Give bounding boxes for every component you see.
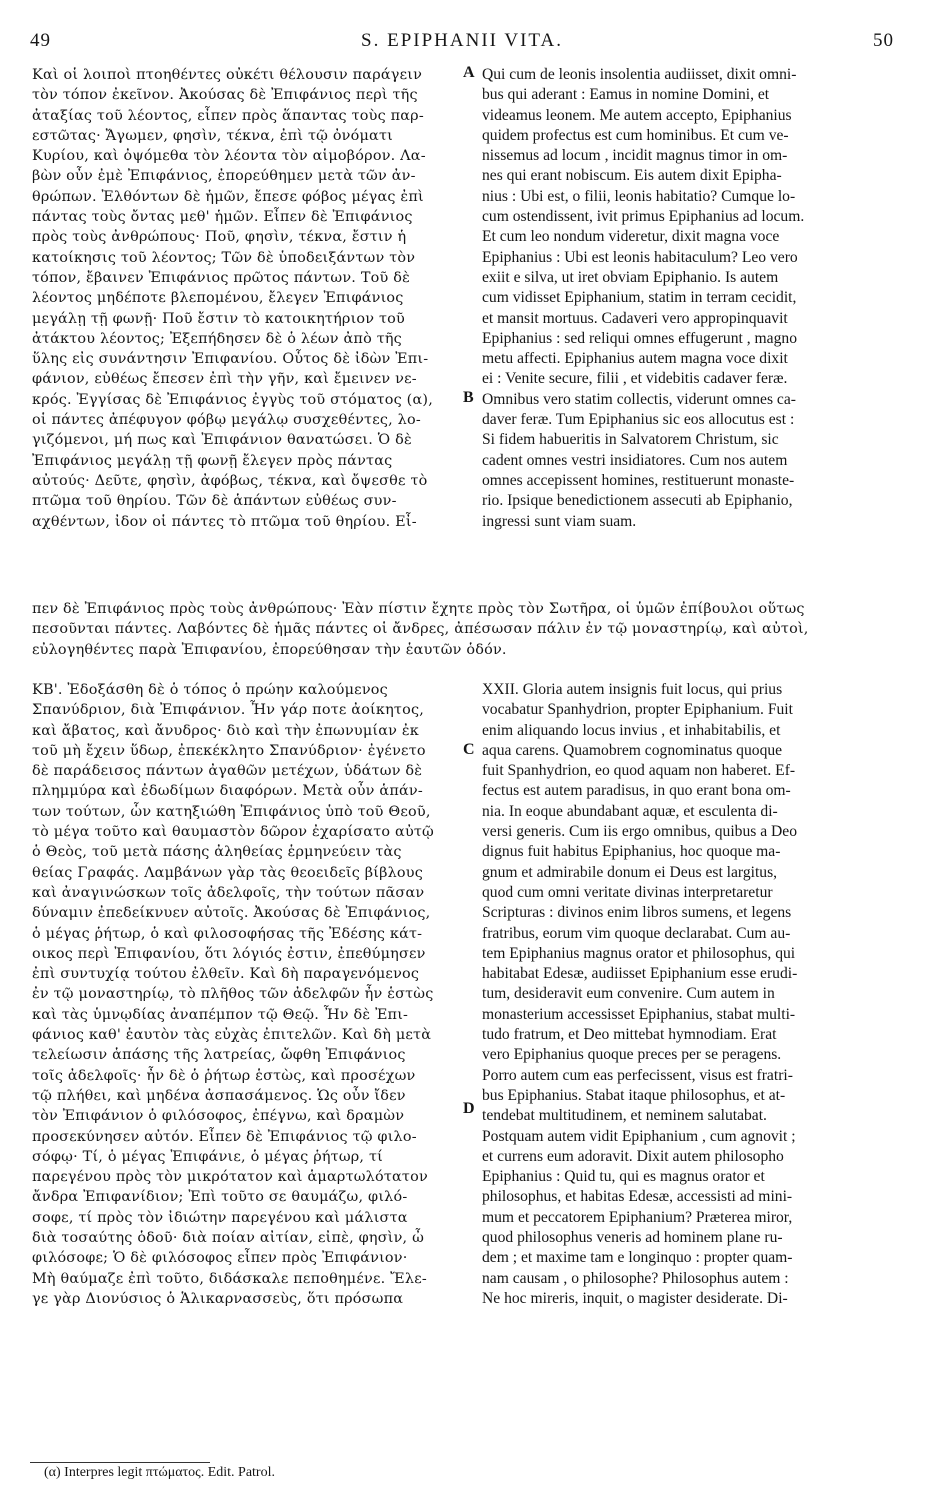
latin-text-line: et currens eum adoravit. Dixit autem philosopho bbox=[482, 1147, 784, 1165]
latin-text-line: Epiphanius : sed reliqui omnes effugerunt , magno bbox=[482, 329, 797, 347]
latin-text-line: omnes accepissent homines, restituerunt monaste- bbox=[482, 471, 795, 489]
latin-text-line: rio. Ipsique benedictionem assecuti ab Epiphanio, bbox=[482, 492, 793, 510]
greek-text-line: οἱ πάντες ἀπέφυγον φόβῳ μεγάλῳ συσχεθέντες, λο- bbox=[32, 412, 421, 429]
greek-text-line: πάντας τοὺς ὄντας μεθ' ἡμῶν. Εἶπεν δὲ Ἐπιφάνιος bbox=[32, 209, 413, 226]
latin-text-line: fuit Spanhydrion, eo quod aquam non haberet. Ef- bbox=[482, 762, 796, 780]
greek-text-line: πεν δὲ Ἐπιφάνιος πρὸς τοὺς ἀνθρώπους· Ἐὰν πίστιν ἔχητε πρὸς τὸν Σωτῆρα, οἱ ὑμῶν ἐπίβουλοι οὕτως bbox=[32, 601, 805, 617]
greek-text-line: κατοίκησις τοῦ λέοντος; Τῶν δὲ ὑποδειξάντων τὸν bbox=[32, 249, 416, 266]
page-number-right: 50 bbox=[873, 30, 894, 51]
latin-text-line: nissemus ad locum , incidit magnus timor in om- bbox=[482, 147, 788, 165]
greek-text-line: τοῖς ἀδελφοῖς· ἦν δὲ ὁ ῥήτωρ ἑστὼς, καὶ προσέχων bbox=[32, 1067, 416, 1084]
page-number-left: 49 bbox=[30, 30, 51, 51]
greek-text-line: καὶ ἄβατος, καὶ ἄνυδρος· διὸ καὶ τὴν ἐπωνυμίαν ἐκ bbox=[32, 722, 419, 739]
latin-text-line: enim aliquando locus invius , et inhabitabilis, et bbox=[482, 721, 781, 739]
greek-text-line: δὲ παράδεισος πάντων ἀγαθῶν μετέχων, ὑδάτων δὲ bbox=[32, 763, 423, 780]
greek-text-line: φιλόσοφε; Ὁ δὲ φιλόσοφος εἶπεν πρὸς Ἐπιφάνιον· bbox=[32, 1250, 408, 1267]
latin-text-line: cum vidisset Epiphanium, statim in terram cecidit, bbox=[482, 289, 797, 307]
greek-text-line: ὕλης εἰς συνάντησιν Ἐπιφανίου. Οὗτος δὲ ἰδὼν Ἐπι- bbox=[32, 351, 429, 368]
latin-text-line: dem ; et maxime tam e longinquo : propter quam- bbox=[482, 1249, 793, 1267]
greek-text-line: σοφε, τί πρὸς τὸν ἰδιώτην παρεγένου καὶ μάλιστα bbox=[32, 1209, 408, 1226]
greek-text-line: καὶ τὰς ὑμνῳδίας ἀναπέμπον τῷ Θεῷ. Ἦν δὲ Ἐπι- bbox=[32, 1006, 409, 1023]
latin-text-line: vero Epiphanius quoque preces per se peragens. bbox=[482, 1046, 782, 1064]
latin-text-line: Si fidem habueritis in Salvatorem Christum, sic bbox=[482, 431, 779, 449]
greek-text-line: ἄνδρα Ἐπιφανίδιον; Ἐπὶ τοῦτο σε θαυμάζω, φιλό- bbox=[32, 1189, 408, 1206]
latin-text-line: quod philosophus veneris ad hominem plane ru- bbox=[482, 1229, 783, 1247]
greek-text-line: πτῶμα τοῦ θηρίου. Τῶν δὲ ἁπάντων εὐθέως συν- bbox=[32, 493, 397, 510]
latin-text-line: Ne hoc mireris, inquit, o magister desiderate. Di- bbox=[482, 1289, 788, 1307]
latin-text-line: exiit e silva, ut iret obviam Epiphanio. Is autem bbox=[482, 268, 779, 286]
greek-text-line: Ἐπιφάνιος μεγάλῃ τῇ φωνῇ ἔλεγεν πρὸς πάντας bbox=[32, 452, 393, 469]
greek-text-line: γε γὰρ Διονύσιος ὁ Ἁλικαρνασσεὺς, ὅτι πρόσωπα bbox=[32, 1290, 404, 1307]
greek-text-line: σόφῳ· Τί, ὁ μέγας Ἐπιφάνιε, ὁ μέγας ῥήτωρ, τί bbox=[32, 1148, 383, 1165]
greek-text-line: πλημμύρα καὶ ἐδωδίμων διαφόρων. Μετὰ οὖν ἁπάν- bbox=[32, 783, 423, 800]
greek-text-line: βὼν οὖν ἐμὲ Ἐπιφάνιος, ἐπορεύθημεν μετὰ τῶν ἀν- bbox=[32, 168, 416, 185]
greek-full-width-lines bbox=[32, 599, 898, 660]
latin-column-bottom bbox=[482, 680, 896, 1309]
greek-text-line: αὐτούς· Δεῦτε, φησὶν, ἀφόβως, τέκνα, καὶ ὄψεσθε τὸ bbox=[32, 472, 428, 489]
latin-text-line: daver feræ. Tum Epiphanius sic eos allocutus est : bbox=[482, 411, 795, 429]
latin-text-line: versi generis. Cum iis ergo omnibus, quibus a Deo bbox=[482, 823, 798, 841]
latin-text-line: nam causam , o philosophe? Philosophus autem : bbox=[482, 1269, 789, 1287]
greek-text-line: τὸ μέγα τοῦτο καὶ θαυμαστὸν δῶρον ἐχαρίσατο αὐτῷ bbox=[32, 824, 434, 841]
latin-text-line: mum et peccatorem Epiphanium? Præterea miror, bbox=[482, 1208, 793, 1226]
greek-text-line: θείας Γραφάς. Λαμβάνων γὰρ τὰς θεοειδεῖς βίβλους bbox=[32, 864, 424, 881]
greek-text-line: θρώπων. Ἐλθόντων δὲ ἡμῶν, ἔπεσε φόβος μέγας ἐπὶ bbox=[32, 188, 424, 205]
greek-text-line: ἐν τῷ μοναστηρίῳ, τὸ πλῆθος τῶν ἀδελφῶν ἦν ἑστὼς bbox=[32, 986, 434, 1003]
latin-text-line: nes qui erant nobiscum. Eis autem dixit Epipha- bbox=[482, 167, 782, 185]
greek-text-line: μεγάλῃ τῇ φωνῇ· Ποῦ ἔστιν τὸ κατοικητήριον τοῦ bbox=[32, 310, 405, 327]
latin-text-line: habitabat Edesæ, audiisset Epiphanium esse erudi- bbox=[482, 965, 798, 983]
margin-letter-a: A bbox=[463, 64, 475, 81]
greek-text-line: τὸν τόπον ἐκεῖνον. Ἀκούσας δὲ Ἐπιφάνιος περὶ τῆς bbox=[32, 87, 418, 104]
latin-column-top bbox=[482, 65, 896, 532]
greek-text-line: τὸν Ἐπιφάνιον ὁ φιλόσοφος, ἐπέγνω, καὶ δραμὼν bbox=[32, 1108, 405, 1125]
latin-text-line: nia. In eoque abundabant aquæ, et esculenta di- bbox=[482, 802, 778, 820]
latin-text-line: bus Epiphanius. Stabat itaque philosophus, et at- bbox=[482, 1086, 786, 1104]
greek-text-line: φάνιον, εὐθέως ἔπεσεν ἐπὶ τὴν γῆν, καὶ ἔμεινεν νε- bbox=[32, 371, 417, 388]
latin-text-line: fratribus, eorum vim quoque declarabat. Cum au- bbox=[482, 924, 791, 942]
latin-text-line: ei : Venite secure, filii , et videbitis cadaver feræ. bbox=[482, 370, 788, 388]
latin-text-line: Scripturas : divinos enim libros sumens, et legens bbox=[482, 904, 792, 922]
greek-text-line: τοῦ μὴ ἔχειν ὕδωρ, ἐπεκέκλητο Σπανύδριον· ἐγένετο bbox=[32, 742, 426, 759]
running-header bbox=[30, 30, 894, 56]
margin-letter-b: B bbox=[463, 389, 474, 406]
footnote-rule bbox=[30, 1462, 210, 1463]
greek-text-line: τῷ πλήθει, καὶ μηδένα ἀσπασάμενος. Ὡς οὖν ἴδεν bbox=[32, 1087, 406, 1104]
latin-text-line: quidem profectus est cum hominibus. Et cum ve- bbox=[482, 126, 789, 144]
greek-text-line: αχθέντων, ἰδον οἱ πάντες τὸ πτῶμα τοῦ θηρίου. Εἶ- bbox=[32, 513, 417, 530]
latin-text-line: tum, desideravit eum convenire. Cum autem in bbox=[482, 985, 775, 1003]
latin-text-line: cum ostendissent, ivit primus Epiphanius ad locum. bbox=[482, 208, 805, 226]
greek-text-line: δύναμιν ἐπεδείκνυεν αὐτοῖς. Ἀκούσας δὲ Ἐπιφάνιος, bbox=[32, 905, 431, 922]
greek-text-line: κρός. Ἐγγίσας δὲ Ἐπιφάνιος ἐγγὺς τοῦ στόματος (α), bbox=[32, 391, 433, 408]
greek-text-line: πρὸς τοὺς ἀνθρώπους· Ποῦ, φησὶν, τέκνα, ἔστιν ἡ bbox=[32, 229, 407, 246]
latin-text-line: aqua carens. Quamobrem cognominatus quoque bbox=[482, 741, 783, 759]
latin-text-line: bus qui aderant : Eamus in nomine Domini, et bbox=[482, 86, 770, 104]
latin-text-line: monasterium accessisset Epiphanius, stabat multi- bbox=[482, 1005, 796, 1023]
greek-text-line: ἀταξίας τοῦ λέοντος, εἶπεν πρὸς ἅπαντας τοὺς παρ- bbox=[32, 107, 424, 124]
greek-text-line: ΚΒ'. Ἐδοξάσθη δὲ ὁ τόπος ὁ πρώην καλούμενος bbox=[32, 682, 388, 698]
greek-column-bottom bbox=[32, 680, 460, 1309]
latin-text-line: videamus leonem. Me autem accepto, Epiphanius bbox=[482, 106, 792, 124]
latin-text-line: tudo fratrum, et Deo mittebat hymnodiam. Erat bbox=[482, 1026, 777, 1044]
greek-text-line: εὐλογηθέντες παρὰ Ἐπιφανίου, ἐπορεύθησαν τὴν ἑαυτῶν ὁδόν. bbox=[32, 641, 507, 658]
greek-text-line: ἀτάκτου λέοντος; Ἐξεπήδησεν δὲ ὁ λέων ἀπὸ τῆς bbox=[32, 330, 402, 347]
greek-text-line: ὁ μέγας ῥήτωρ, ὁ καὶ φιλοσοφήσας τῆς Ἐδέσης κάτ- bbox=[32, 925, 423, 942]
greek-text-line: ἐπὶ συντυχίᾳ τούτου ἐλθεῖν. Καὶ δὴ παραγενόμενος bbox=[32, 966, 420, 983]
greek-column-top bbox=[32, 65, 460, 532]
latin-text-line: Qui cum de leonis insolentia audiisset, dixit omni- bbox=[482, 66, 797, 83]
greek-text-line: εστῶτας· Ἄγωμεν, φησὶν, τέκνα, ἐπὶ τῷ ὀνόματι bbox=[32, 127, 393, 144]
latin-text-line: et mansit mortuus. Cadaveri vero appropinquavit bbox=[482, 309, 788, 327]
latin-text-line: fectus est autem paradisus, in quo erant bona om- bbox=[482, 782, 791, 800]
latin-text-line: ingressi sunt viam suam. bbox=[482, 512, 637, 530]
latin-text-line: gnum et admirabile donum ei Deus est largitus, bbox=[482, 863, 778, 881]
greek-text-line: πεσοῦνται πάντες. Λαβόντες δὲ ἡμᾶς πάντες οἱ ἄνδρες, ἀπέσωσαν πάλιν ἐν τῷ μοναστηρίῳ, καὶ αὐτοὶ, bbox=[32, 621, 809, 638]
latin-text-line: cadent omnes vestri insidiatores. Cum nos autem bbox=[482, 451, 788, 469]
greek-text-line: προσεκύνησεν αὐτόν. Εἶπεν δὲ Ἐπιφάνιος τῷ φιλο- bbox=[32, 1128, 417, 1145]
greek-text-line: Κυρίου, καὶ ὀψόμεθα τὸν λέοντα τὸν αἱμοβόρον. Λα- bbox=[32, 148, 426, 165]
greek-text-line: λέοντος μηδέποτε βλεπομένου, ἔλεγεν Ἐπιφάνιος bbox=[32, 290, 404, 307]
latin-text-line: tem Epiphanius magnus orator et philosophus, qui bbox=[482, 944, 796, 962]
greek-text-line: των τούτων, ὧν κατηξιώθη Ἐπιφάνιος ὑπὸ τοῦ Θεοῦ, bbox=[32, 803, 431, 820]
greek-text-line: Καὶ οἱ λοιποὶ πτοηθέντες οὐκέτι θέλουσιν παράγειν bbox=[32, 67, 423, 83]
greek-text-line: διὰ τοσαύτης ὁδοῦ· διὰ ποίαν αἰτίαν, εἰπὲ, φησὶν, ὦ bbox=[32, 1230, 425, 1247]
greek-text-line: οικος περὶ Ἐπιφανίου, ὅτι λόγιός ἐστιν, ἐπεθύμησεν bbox=[32, 945, 426, 962]
latin-text-line: metu affecti. Epiphanius autem magna voce dixit bbox=[482, 350, 788, 368]
latin-text-line: Epiphanius : Ubi est leonis habitaculum? Leo vero bbox=[482, 248, 798, 266]
latin-text-line: vocabatur Spanhydrion, propter Epiphanium. Fuit bbox=[482, 701, 793, 719]
latin-text-line: Omnibus vero statim collectis, viderunt omnes ca- bbox=[482, 390, 796, 408]
greek-text-line: φάνιος καθ' ἑαυτὸν τὰς εὐχὰς ἐπιτελῶν. Καὶ δὴ μετὰ bbox=[32, 1027, 432, 1044]
latin-text-line: Epiphanius : Quid tu, qui es magnus orator et bbox=[482, 1168, 765, 1186]
greek-text-line: ὁ Θεὸς, τοῦ μετὰ πάσης ἀληθείας ἑρμηνεύειν τὰς bbox=[32, 844, 402, 861]
greek-text-line: γιζόμενοι, μή πως καὶ Ἐπιφάνιον θανατώσει. Ὁ δὲ bbox=[32, 432, 412, 449]
greek-text-line: παρεγένου πρὸς τὸν μικρότατον καὶ ἁμαρτωλότατον bbox=[32, 1169, 428, 1186]
latin-text-line: philosophus, et habitas Edesæ, accessisti ad mini- bbox=[482, 1188, 793, 1206]
footnote: (α) Interpres legit πτώματος. Edit. Patrol. bbox=[44, 1465, 275, 1480]
latin-text-line: quod cum omni veritate divinas interpretaretur bbox=[482, 883, 773, 901]
latin-text-line: dignus fuit habitus Epiphanius, hoc quoque ma- bbox=[482, 843, 781, 861]
greek-text-line: Μὴ θαύμαζε ἐπὶ τοῦτο, διδάσκαλε πεποθημένε. Ἔλε- bbox=[32, 1270, 427, 1287]
latin-text-line: tendebat multitudinem, et neminem salutabat. bbox=[482, 1107, 767, 1125]
running-title: S. EPIPHANII VITA. bbox=[361, 30, 563, 51]
greek-text-line: καὶ ἀναγινώσκων τοῖς ἀδελφοῖς, τὴν τούτων πᾶσαν bbox=[32, 884, 425, 901]
margin-letter-d: D bbox=[463, 1100, 475, 1117]
latin-text-line: Porro autem cum eas perfecissent, visus est fratri- bbox=[482, 1066, 793, 1084]
greek-text-line: Σπανύδριον, διὰ Ἐπιφάνιον. Ἦν γάρ ποτε ἀοίκητος, bbox=[32, 702, 424, 719]
latin-text-line: XXII. Gloria autem insignis fuit locus, qui prius bbox=[482, 681, 783, 698]
latin-text-line: Et cum leo nondum videretur, dixit magna voce bbox=[482, 228, 780, 246]
latin-text-line: nius : Ubi est, o filii, leonis habitatio? Cumque lo- bbox=[482, 187, 796, 205]
latin-text-line: Postquam autem vidit Epiphanium , cum agnovit ; bbox=[482, 1127, 796, 1145]
greek-text-line: τόπον, ἔβαινεν Ἐπιφάνιος πρῶτος πάντων. Τοῦ δὲ bbox=[32, 269, 411, 286]
greek-text-line: τελείωσιν ἁπάσης τῆς λατρείας, ὤφθη Ἐπιφάνιος bbox=[32, 1047, 406, 1064]
margin-letter-c: C bbox=[463, 741, 475, 758]
